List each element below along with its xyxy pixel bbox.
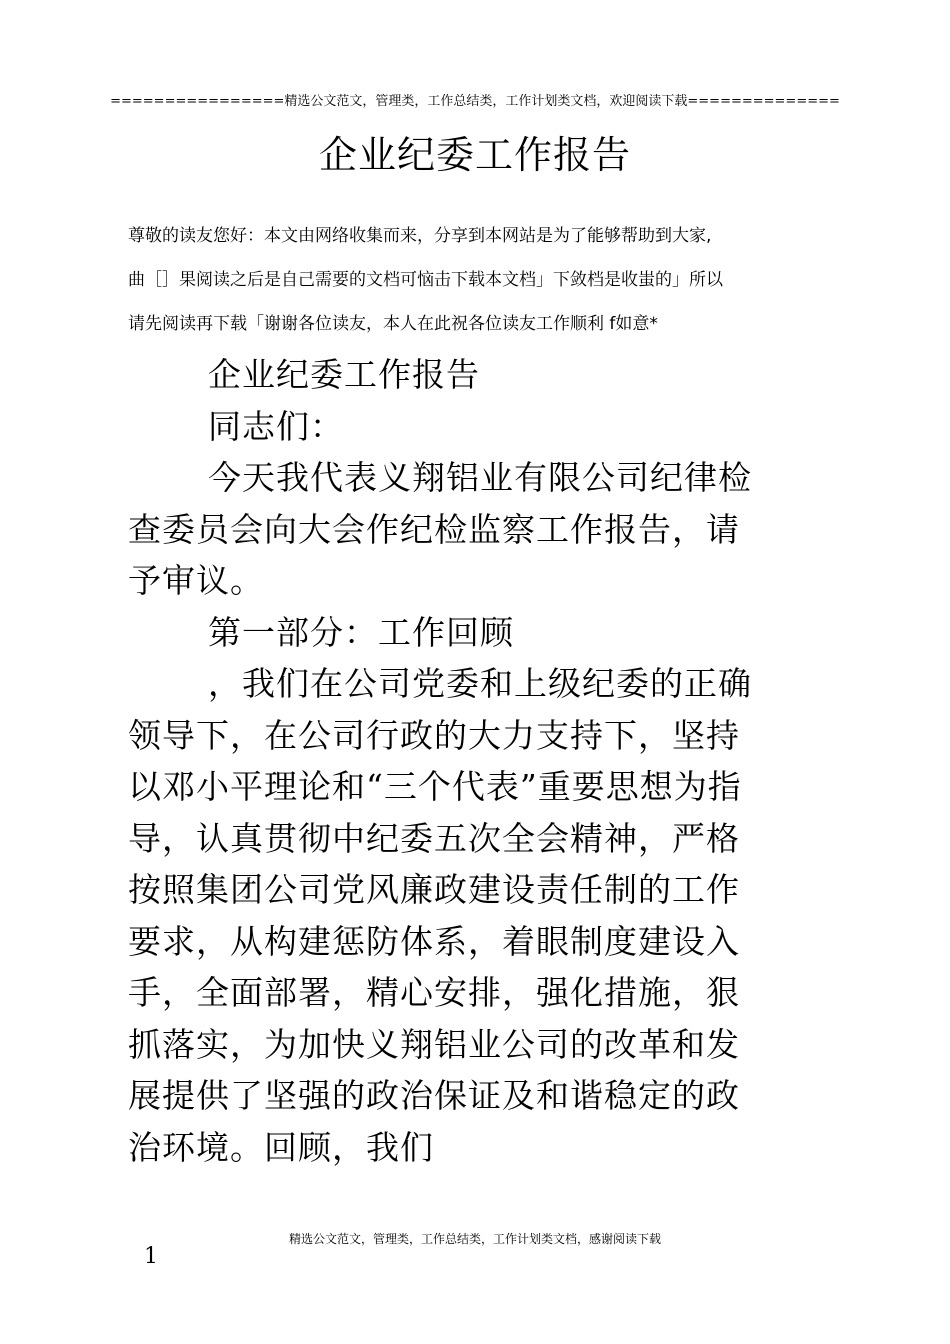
body-heading: 企业纪委工作报告: [208, 355, 480, 394]
notice-line: 尊敬的读友您好：本文由网络收集而来，分享到本网站是为了能够帮助到大家,: [128, 226, 712, 246]
footer-text: 精选公文范文，管理类，工作总结类，工作计划类文档，感谢阅读下载: [288, 1232, 661, 1246]
report-body: [128, 352, 840, 1176]
header-banner: ================精选公文范文，管理类，工作总结类，工作计划类文档，欢迎阅读下载==============: [110, 94, 840, 109]
salutation: 同志们：: [208, 406, 344, 446]
body-line: 要求，从构建惩防体系，着眼制度建设入: [128, 921, 740, 961]
notice-line: 曲［］果阅读之后是自己需要的文档可恼击下载本文档」下敛档是收蚩的」所以: [128, 270, 723, 290]
body-line: ，我们在公司党委和上级纪委的正确: [208, 664, 752, 703]
notice-line: 请先阅读再下载「谢谢各位读友，本人在此祝各位读友工作顺利 f如意*: [128, 314, 658, 334]
body-line: 导，认真贯彻中纪委五次全会精神，严格: [128, 818, 740, 858]
body-line: 领导下，在公司行政的大力支持下，坚持: [128, 715, 740, 755]
body-line: 以邓小平理论和“三个代表”重要思想为指: [128, 767, 742, 806]
body-line: 手，全面部署，精心安排，强化措施，狠: [128, 973, 740, 1012]
page-number: 1: [144, 1244, 158, 1269]
reader-notice: [128, 226, 840, 358]
body-line: 展提供了坚强的政治保证及和谐稳定的政: [128, 1076, 740, 1115]
body-line: 抓落实，为加快义翔铝业公司的改革和发: [128, 1024, 740, 1064]
section-heading: 第一部分：工作回顾: [208, 612, 514, 652]
body-line: 按照集团公司党风廉政建设责任制的工作: [128, 870, 740, 909]
body-line: 今天我代表义翔铝业有限公司纪律检: [208, 458, 752, 497]
document-title: 企业纪委工作报告: [318, 133, 631, 177]
body-line: 查委员会向大会作纪检监察工作报告，请: [128, 509, 740, 549]
body-line: 治环境。回顾，我们: [128, 1127, 434, 1167]
body-line: 予审议。: [128, 561, 264, 600]
